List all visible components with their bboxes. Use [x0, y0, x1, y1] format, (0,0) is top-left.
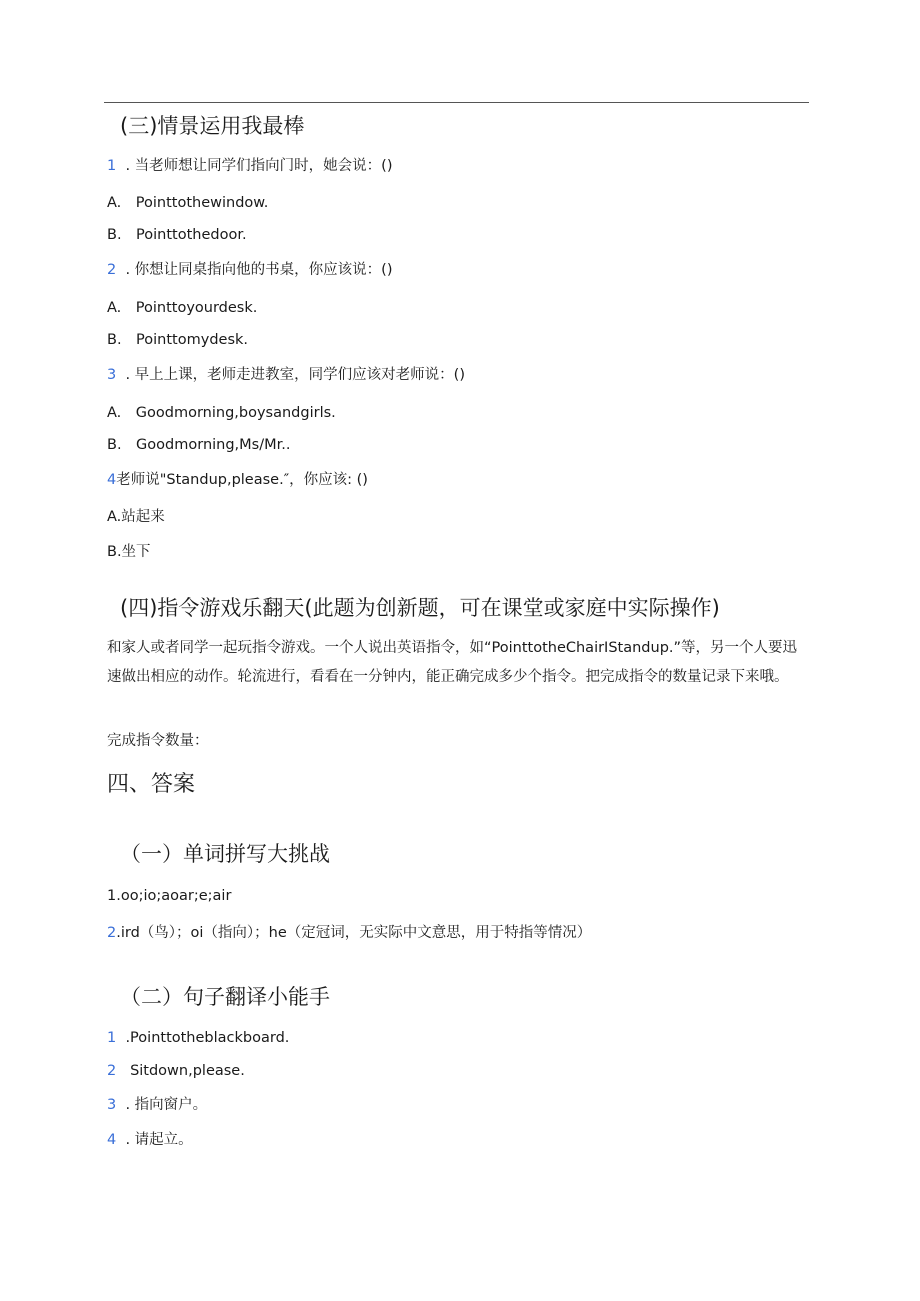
option-a: A. Pointtothewindow.	[107, 195, 269, 211]
option-a: A. Goodmorning,boysandgirls.	[107, 405, 336, 421]
answer-number: 2	[107, 925, 117, 941]
translation-answer	[107, 1132, 193, 1149]
section-3-title: (三)情景运用我最棒	[120, 114, 305, 138]
answer-text: . 指向窗户。	[125, 1097, 208, 1113]
count-label: 完成指令数量：	[107, 733, 209, 749]
question-2	[107, 262, 392, 279]
question-text: 老师说"Standup,please.″，你应该: ()	[116, 472, 368, 488]
option-b: B. Pointtomydesk.	[107, 332, 249, 348]
answers-title: 四、答案	[107, 772, 196, 797]
answers-part-2-title: （二）句子翻译小能手	[120, 985, 330, 1009]
option-b: B.坐下	[107, 544, 151, 560]
question-1	[107, 158, 392, 175]
question-number: 3	[107, 367, 117, 383]
option-b: B. Pointtothedoor.	[107, 227, 247, 243]
question-4	[107, 472, 368, 489]
answers-part-1-title: （一）单词拼写大挑战	[120, 842, 330, 866]
question-number: 1	[107, 158, 117, 174]
answer-text: . 请起立。	[125, 1132, 193, 1148]
answer-2	[107, 925, 591, 942]
question-number: 4	[107, 472, 117, 488]
answer-number: 2	[107, 1063, 117, 1079]
option-a: A.站起来	[107, 509, 165, 525]
answer-text: .Pointtotheblackboard.	[125, 1030, 290, 1046]
answer-number: 3	[107, 1097, 117, 1113]
option-b: B. Goodmorning,Ms/Mr..	[107, 437, 291, 453]
header-rule	[104, 102, 809, 103]
option-a: A. Pointtoyourdesk.	[107, 300, 258, 316]
section-4-title: (四)指令游戏乐翻天(此题为创新题，可在课堂或家庭中实际操作)	[120, 596, 720, 620]
answer-text: .ird（鸟）；oi（指向）；he（定冠词，无实际中文意思，用于特指等情况）	[116, 925, 592, 941]
question-text: . 当老师想让同学们指向门时，她会说：()	[125, 158, 393, 174]
translation-answer	[107, 1097, 207, 1114]
answer-number: 1	[107, 1030, 117, 1046]
instruction-paragraph: 和家人或者同学一起玩指令游戏。一个人说出英语指令，如“PointtotheChairIStandup.”等，另一个人要迅速做出相应的动作。轮流进行，看看在一分钟内，能正确完成多少个指令。把完成指令的数量记录下来哦。	[107, 640, 798, 685]
answer-number: 4	[107, 1132, 117, 1148]
question-text: . 你想让同桌指向他的书桌，你应该说：()	[125, 262, 393, 278]
translation-answer	[107, 1030, 289, 1047]
question-text: . 早上上课，老师走进教室，同学们应该对老师说：()	[125, 367, 465, 383]
answer-1: 1.oo;io;aoar;e;air	[107, 888, 232, 904]
question-3	[107, 367, 465, 384]
translation-answer	[107, 1063, 245, 1080]
answer-text: Sitdown,please.	[130, 1063, 245, 1079]
question-number: 2	[107, 262, 117, 278]
